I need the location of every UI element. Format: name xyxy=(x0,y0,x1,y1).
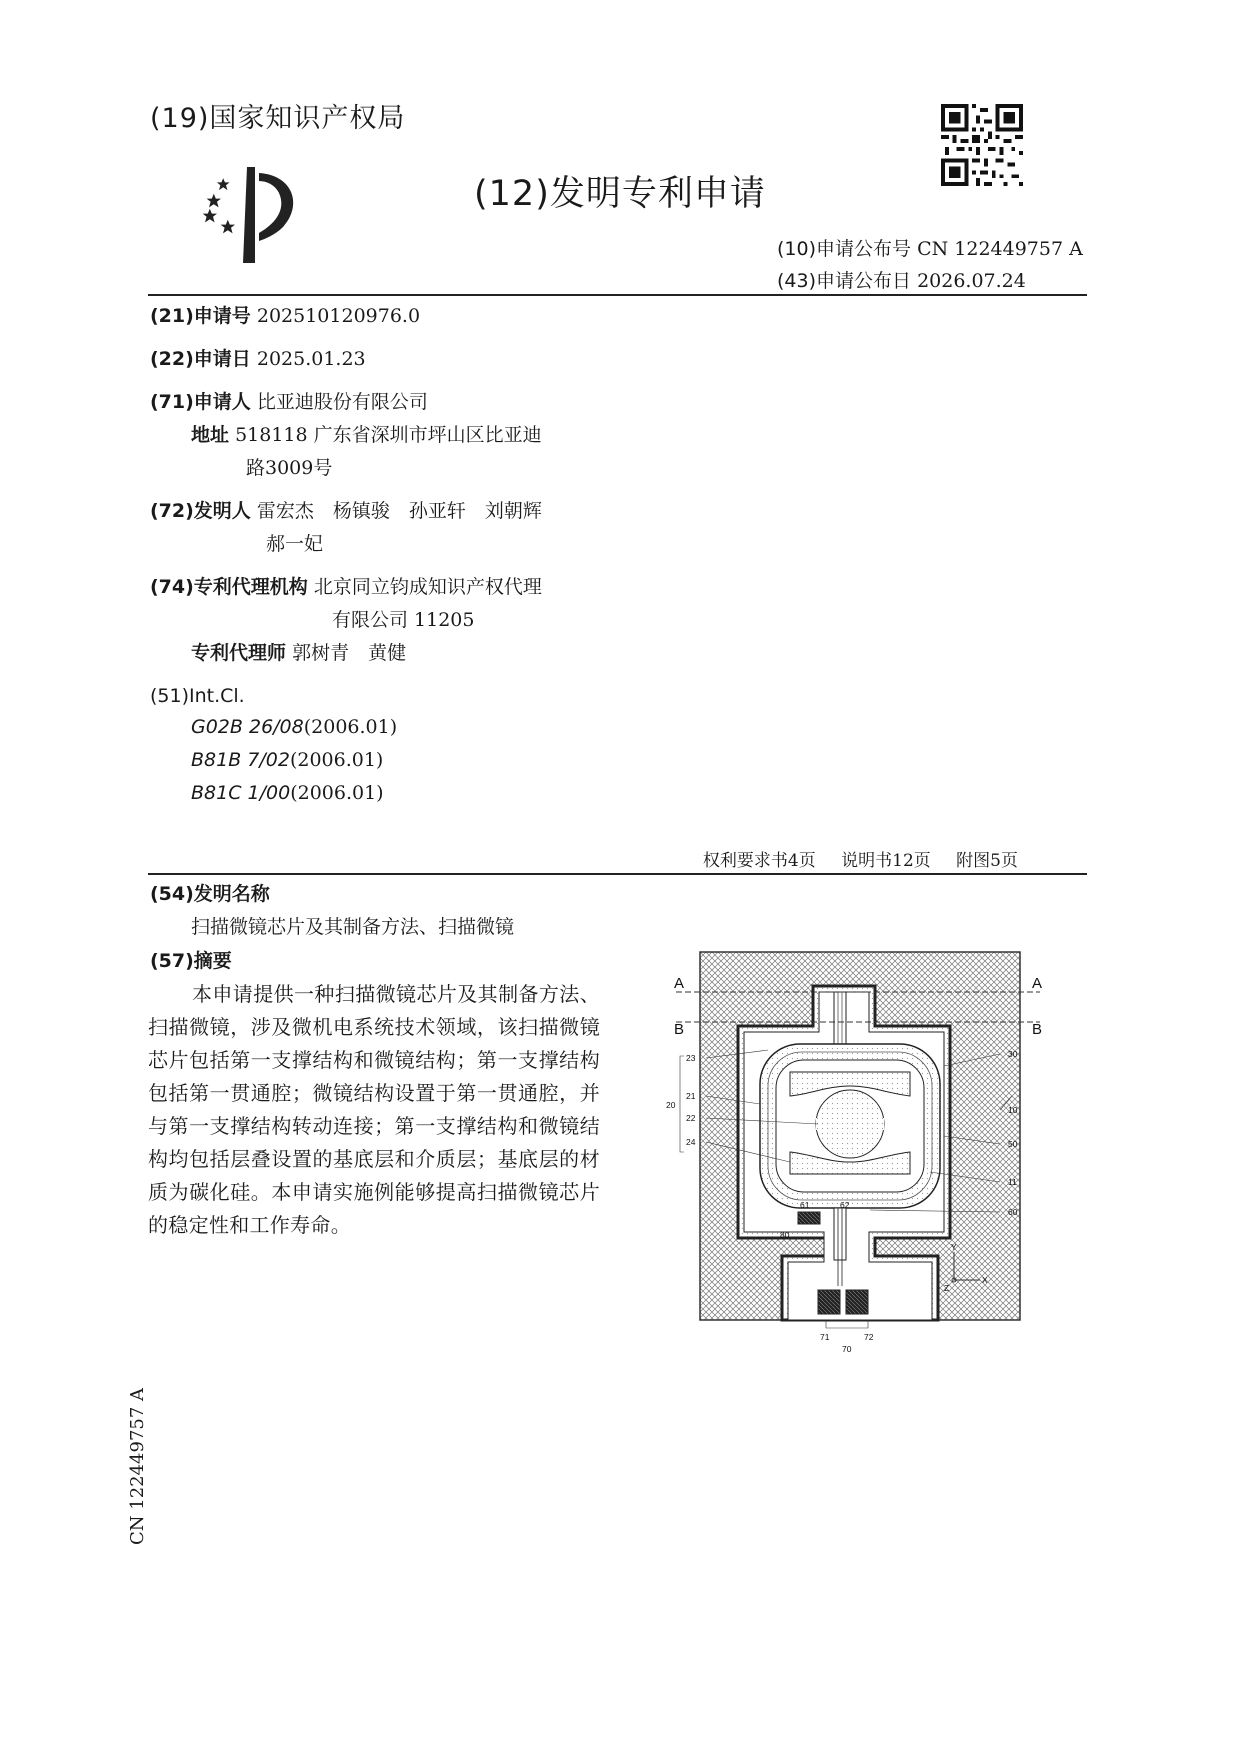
section-label-b-left: B xyxy=(674,1021,685,1038)
ipc-version: (2006.01) xyxy=(289,749,384,771)
agency-row xyxy=(150,571,542,604)
inventor-label: (72)发明人 xyxy=(150,500,251,522)
drawings-page-count: 附图5页 xyxy=(956,851,1018,871)
section-divider xyxy=(148,873,1087,875)
agent-row xyxy=(191,637,406,670)
publication-number: CN 122449757 A xyxy=(917,238,1083,260)
ipc-code: G02B 26/08 xyxy=(191,716,304,738)
publication-date: 2026.07.24 xyxy=(917,270,1026,292)
cnipa-emblem-icon xyxy=(203,165,323,265)
ipc-entry xyxy=(191,782,384,804)
claims-page-count: 权利要求书4页 xyxy=(702,851,816,871)
section-label-a-right: A xyxy=(1032,975,1043,992)
ref-label-10: 10 xyxy=(1008,1105,1018,1115)
agent-label: 专利代理师 xyxy=(191,642,287,664)
ref-label-20: 20 xyxy=(666,1100,676,1110)
address-row xyxy=(191,419,542,452)
publication-number-label: (10)申请公布号 xyxy=(777,238,912,260)
axis-label-z: Z xyxy=(944,1283,950,1293)
patent-office-name: (19)国家知识产权局 xyxy=(150,103,406,134)
agent-names: 郭树青 黄健 xyxy=(292,642,407,664)
application-number-row xyxy=(150,300,420,333)
inventors-line2: 郝一妃 xyxy=(266,533,324,555)
ipc-code: B81B 7/02 xyxy=(191,749,290,771)
intcl-label: (51)Int.Cl. xyxy=(150,685,245,707)
agency-line2: 有限公司 11205 xyxy=(332,609,475,631)
section-label-a-left: A xyxy=(674,975,685,992)
applicant-name: 比亚迪股份有限公司 xyxy=(256,391,428,413)
ref-label-24: 24 xyxy=(686,1137,696,1147)
qr-code-icon xyxy=(941,104,1023,186)
ipc-entry xyxy=(191,749,383,771)
abstract-figure xyxy=(640,946,1090,1366)
invention-title-label: (54)发明名称 xyxy=(150,883,270,905)
document-type: (12)发明专利申请 xyxy=(474,174,766,214)
header-divider xyxy=(148,294,1087,296)
inventors-line1: 雷宏杰 杨镇骏 孙亚轩 刘朝辉 xyxy=(256,500,542,522)
ref-label-70: 70 xyxy=(842,1344,852,1354)
address-line1: 518118 广东省深圳市坪山区比亚迪 xyxy=(235,424,542,446)
applicant-label: (71)申请人 xyxy=(150,391,251,413)
address-line2: 路3009号 xyxy=(246,457,333,479)
ref-label-50: 50 xyxy=(1008,1139,1018,1149)
ipc-version: (2006.01) xyxy=(290,782,384,804)
application-date: 2025.01.23 xyxy=(256,348,366,370)
ipc-code: B81C 1/00 xyxy=(191,782,291,804)
ref-label-23: 23 xyxy=(686,1053,696,1063)
ref-label-30: 30 xyxy=(1008,1049,1018,1059)
application-number-label: (21)申请号 xyxy=(150,305,251,327)
ref-label-71: 71 xyxy=(820,1332,830,1342)
axis-label-x: X xyxy=(982,1275,988,1285)
application-number: 202510120976.0 xyxy=(256,305,421,327)
side-publication-number: CN 122449757 A xyxy=(127,1387,148,1545)
section-label-b-right: B xyxy=(1032,1021,1043,1038)
ipc-version: (2006.01) xyxy=(303,716,398,738)
ref-label-61: 61 xyxy=(800,1200,810,1210)
publication-date-label: (43)申请公布日 xyxy=(777,270,912,292)
description-page-count: 说明书12页 xyxy=(841,851,931,871)
inventor-row xyxy=(150,495,542,528)
agency-label: (74)专利代理机构 xyxy=(150,576,308,598)
agency-line1: 北京同立钧成知识产权代理 xyxy=(313,576,542,598)
ipc-entry xyxy=(191,716,397,738)
abstract-text: 本申请提供一种扫描微镜芯片及其制备方法、扫描微镜，涉及微机电系统技术领域，该扫描微镜芯片包括第一支撑结构和微镜结构；第一支撑结构包括第一贯通腔；微镜结构设置于第一贯通腔，并与第一支撑结构转动连接；第一支撑结构和微镜结构均包括层叠设置的基底层和介质层；基底层的材质为碳化硅。本申请实施例能够提高扫描微镜芯片的稳定性和工作寿命。 xyxy=(148,982,600,1237)
ref-label-22: 22 xyxy=(686,1113,696,1123)
publication-date-row xyxy=(777,266,1026,293)
ref-label-62: 62 xyxy=(840,1200,850,1210)
ref-label-80: 80 xyxy=(780,1230,790,1240)
axis-label-y: Y xyxy=(951,1242,957,1252)
ref-label-72: 72 xyxy=(864,1332,874,1342)
abstract-label: (57)摘要 xyxy=(150,950,232,972)
application-date-row xyxy=(150,343,366,376)
ref-label-11: 11 xyxy=(1008,1177,1017,1187)
ref-label-60: 60 xyxy=(1008,1207,1018,1217)
publication-number-row xyxy=(777,234,1083,261)
address-label: 地址 xyxy=(191,424,230,446)
ref-label-21: 21 xyxy=(686,1091,696,1101)
application-date-label: (22)申请日 xyxy=(150,348,251,370)
applicant-row xyxy=(150,386,428,419)
page-counts xyxy=(683,846,1018,871)
invention-title: 扫描微镜芯片及其制备方法、扫描微镜 xyxy=(191,916,515,938)
